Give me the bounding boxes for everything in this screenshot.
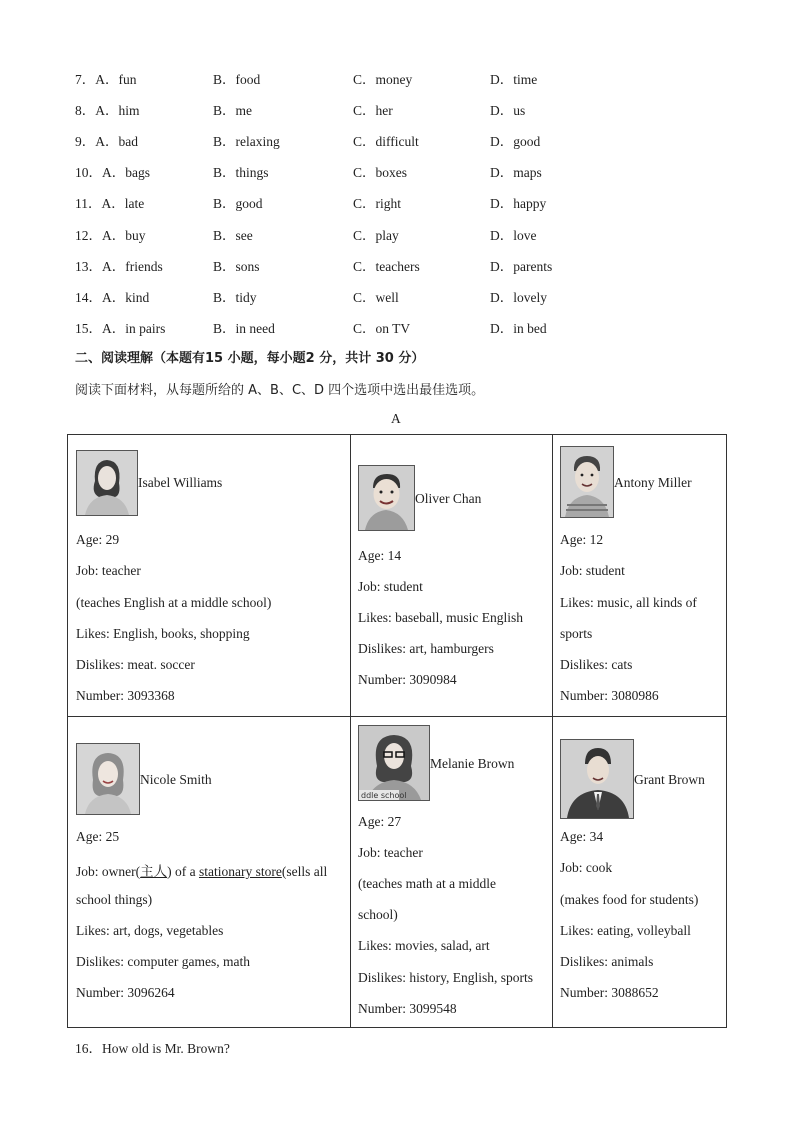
option-row [75,130,675,150]
option-a [75,192,144,212]
profile-line: Likes: movies, salad, art [358,938,490,953]
passage-label: A [391,411,401,426]
option-row [75,68,675,88]
profile-line: Likes: art, dogs, vegetables [76,923,224,938]
option-row [75,224,675,244]
option-row [75,317,675,337]
option-b [213,192,263,212]
profile-line: Job: student [358,579,423,594]
photo-nicole [76,743,140,815]
option-text: C．on TV [353,320,411,336]
photo-oliver [358,465,415,531]
question-number: 11． [75,196,102,212]
profile-line: Number: 3088652 [560,985,659,1000]
profile-line: Age: 34 [560,829,604,844]
option-b [213,286,257,306]
option-a [75,130,138,150]
option-b [213,99,252,119]
profile-card-isabel [68,435,351,717]
question-number: 12． [75,227,102,243]
profile-line: Number: 3096264 [76,985,175,1000]
profile-line: Dislikes: art, hamburgers [358,641,494,656]
option-a [75,68,137,88]
profile-line: Dislikes: computer games, math [76,954,250,969]
question-number: 7． [75,72,96,87]
profile-line: Number: 3090984 [358,672,457,687]
option-text: C．money [353,72,413,87]
option-d [490,224,537,244]
profile-card-grant [553,717,727,1028]
option-a [75,286,149,306]
profile-card-melanie [351,717,553,1028]
option-a [75,255,163,275]
option-row [75,255,675,275]
photo-melanie [358,725,430,801]
option-c [353,317,410,337]
photo-antony [560,446,614,518]
photo-isabel [76,450,138,516]
profiles-row [68,435,727,717]
profile-line: Age: 27 [358,814,402,829]
question-number: 13． [75,258,102,274]
option-text: B．me [213,103,252,119]
profile-line: Job: cook [560,860,613,875]
profile-line: Number: 3080986 [560,688,659,703]
profile-line: Number: 3099548 [358,1001,457,1016]
option-row [75,286,675,306]
option-text: D．us [490,103,526,119]
option-text: C．right [353,196,402,212]
option-a [75,99,140,119]
profile-line: (makes food for students) [560,892,699,907]
option-row [75,161,675,181]
option-text: A．him [95,103,140,119]
option-text: C．teachers [353,258,420,274]
option-text: D．in bed [490,320,547,336]
option-text: B．in need [213,320,275,336]
profile-card-oliver [351,435,553,717]
question-16: 16．How old is Mr. Brown? [75,1041,230,1056]
option-b [213,130,280,150]
option-text: C．well [353,289,399,305]
option-text: C．boxes [353,165,407,181]
option-b [213,161,269,181]
profile-name: Isabel Williams [138,475,223,490]
option-text: B．tidy [213,289,257,305]
option-c [353,286,399,306]
option-text: B．sons [213,258,260,274]
option-text: C．play [353,227,399,243]
profiles-row [68,717,727,1028]
option-text: D．parents [490,258,553,274]
profile-name: Melanie Brown [430,756,515,771]
option-a [75,317,165,337]
profile-line: Age: 14 [358,548,402,563]
profile-name: Grant Brown [634,772,705,787]
option-b [213,224,253,244]
question-number: 14． [75,289,102,305]
option-text: D．love [490,227,537,243]
question-number: 10． [75,165,102,181]
profile-card-nicole [68,717,351,1028]
profile-line: Number: 3093368 [76,688,175,703]
photo-grant [560,739,634,819]
profile-line: Likes: baseball, music English [358,610,523,625]
option-d [490,130,540,150]
option-b [213,68,260,88]
profile-name: Oliver Chan [415,491,482,506]
nicole-age: Age: 25 [76,829,120,844]
profile-line: Dislikes: meat. soccer [76,657,195,672]
profile-name: Nicole Smith [140,772,212,787]
profile-line: Job: teacher [358,845,423,860]
profile-line: (teaches English at a middle school) [76,595,272,610]
profile-line [76,829,119,845]
profiles-table [67,434,727,1028]
option-b [213,255,260,275]
option-text: A．bad [95,134,138,150]
profile-line: Dislikes: cats [560,657,633,672]
option-c [353,130,419,150]
profile-line: Age: 29 [76,532,120,547]
option-c [353,99,393,119]
option-text: B．good [213,196,263,212]
svg-text:ddle school: ddle school [361,791,407,800]
option-text: D．happy [490,196,547,212]
option-text: A．fun [95,72,137,87]
profile-line: Likes: English, books, shopping [76,626,250,641]
option-text: A．kind [102,289,150,305]
question-number: 9． [75,134,96,150]
option-a [75,161,150,181]
option-text: D．lovely [490,289,547,305]
option-d [490,317,547,337]
option-row [75,99,675,119]
option-c [353,224,399,244]
option-d [490,68,537,88]
option-c [353,161,407,181]
option-b [213,317,275,337]
option-d [490,255,552,275]
option-text: B．relaxing [213,134,280,150]
option-c [353,192,401,212]
option-text: D．good [490,134,541,150]
option-row [75,192,675,212]
option-text: B．things [213,165,269,181]
section-title: 二、阅读理解（本题有15 小题，每小题2 分，共计 30 分） [75,351,425,366]
question-number: 15． [75,320,102,336]
profile-name: Antony Miller [614,475,692,490]
profile-line: sports [560,626,593,641]
profile-line: Dislikes: history, English, sports [358,970,534,985]
option-text: C．difficult [353,134,419,150]
option-text: B．food [213,72,261,87]
profile-line: Dislikes: animals [560,954,654,969]
nicole-job: Job: owner(主人) of a stationary store(sells all [76,864,328,879]
option-text: D．maps [490,165,542,181]
option-d [490,99,525,119]
profile-line: school things) [76,892,153,907]
option-text: A．late [101,196,145,212]
option-text: A．buy [102,227,146,243]
profile-line [76,860,327,880]
question-number: 8． [75,103,96,119]
profile-line: (teaches math at a middle [358,876,496,891]
profile-card-antony [553,435,727,717]
option-c [353,255,420,275]
instruction: 阅读下面材料，从每题所给的 A、B、C、D 四个选项中选出最佳选项。 [75,383,485,398]
option-text: A．bags [102,165,150,181]
option-d [490,192,546,212]
profile-line: Job: student [560,563,625,578]
option-text: B．see [213,227,253,243]
option-text: C．her [353,103,393,119]
profile-line: school) [358,907,398,922]
profile-line: Age: 12 [560,532,604,547]
profile-line: Likes: music, all kinds of [560,595,697,610]
option-d [490,161,542,181]
profile-line: Job: teacher [76,563,141,578]
option-text: A．friends [102,258,163,274]
option-d [490,286,547,306]
option-c [353,68,412,88]
profile-line: Likes: eating, volleyball [560,923,691,938]
option-text: A．in pairs [102,320,166,336]
option-a [75,224,146,244]
option-text: D．time [490,72,538,87]
